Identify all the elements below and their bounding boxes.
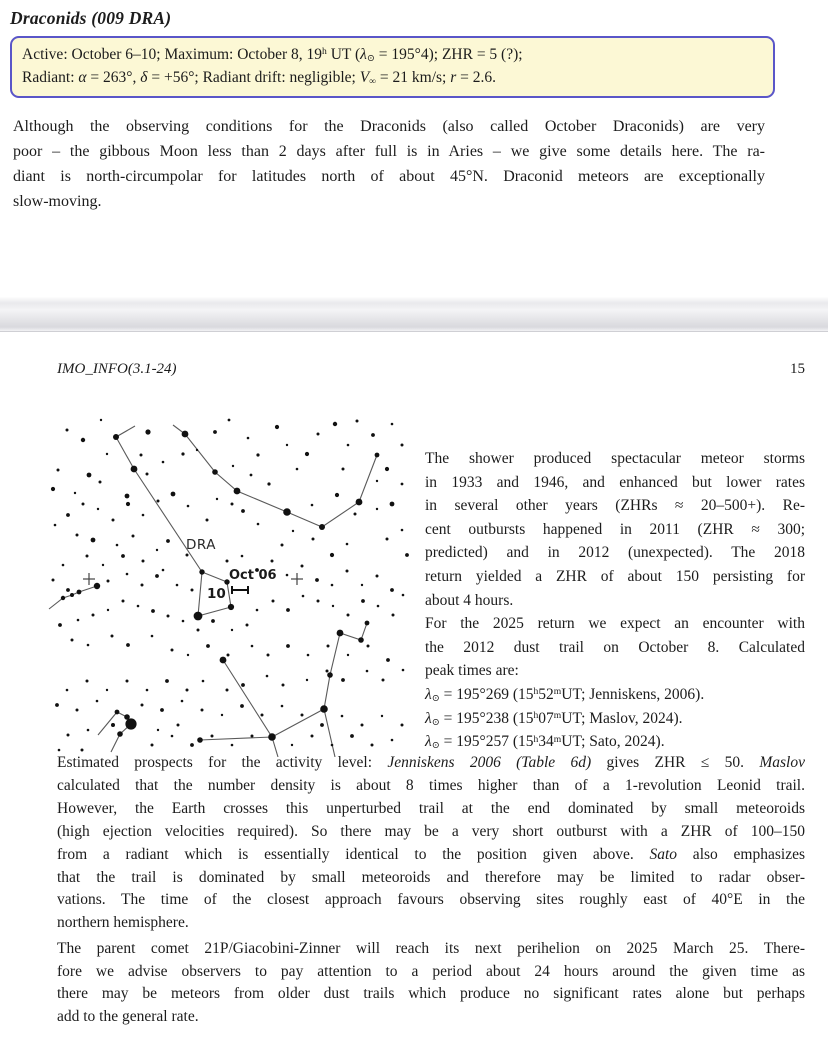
star [165, 679, 169, 683]
text-line: However, the Earth crosses this unperturbed trail at the end dominated by small meteoroids [57, 799, 805, 817]
star [187, 505, 190, 508]
star [112, 519, 115, 522]
star [366, 670, 369, 673]
star [126, 502, 130, 506]
star [376, 508, 378, 510]
star [132, 535, 135, 538]
star [171, 649, 174, 652]
star [361, 584, 363, 586]
star [146, 689, 149, 692]
star [326, 670, 329, 673]
star [166, 539, 170, 543]
star [141, 704, 144, 707]
star [86, 555, 89, 558]
star [137, 605, 140, 608]
star [347, 444, 350, 447]
text-line: from a radiant which is essentially identical to the position given above. Sato also emphasizes [57, 845, 805, 863]
constellation-line [49, 586, 97, 609]
star [286, 574, 289, 577]
position-cross [291, 573, 303, 585]
star [232, 465, 234, 467]
star [241, 509, 245, 513]
star [301, 714, 304, 717]
star [337, 630, 344, 637]
star [371, 744, 374, 747]
star [211, 735, 214, 738]
star [231, 629, 233, 631]
star [87, 729, 90, 732]
star [231, 744, 234, 747]
star [256, 453, 259, 456]
star [371, 433, 375, 437]
star [281, 705, 284, 708]
star [271, 560, 274, 563]
star [106, 453, 108, 455]
star [160, 708, 164, 712]
text-line: the 2012 dust trail on October 8. Calculated [425, 638, 805, 656]
star [385, 467, 389, 471]
star [333, 422, 337, 426]
star [116, 544, 119, 547]
star [107, 580, 110, 583]
star [107, 609, 109, 611]
star [390, 502, 395, 507]
star [361, 599, 365, 603]
star [341, 715, 344, 718]
star [228, 604, 234, 610]
star [356, 499, 363, 506]
star [241, 555, 244, 558]
text-line: add to the general rate. [57, 1007, 199, 1025]
star [401, 724, 404, 727]
star [319, 524, 325, 530]
constellation-line [200, 737, 272, 740]
text-line: The parent comet 21P/Giacobini-Zinner will reach its next perihelion on 2025 March 25. There- [57, 940, 805, 957]
star [171, 735, 174, 738]
star [231, 503, 234, 506]
star [67, 734, 70, 737]
star [390, 588, 394, 592]
star [58, 749, 61, 752]
star [386, 658, 390, 662]
star [125, 494, 130, 499]
star [176, 584, 179, 587]
star [306, 679, 308, 681]
star [246, 624, 249, 627]
star [402, 669, 405, 672]
star [307, 654, 310, 657]
star [375, 453, 380, 458]
star [346, 543, 349, 546]
star [122, 600, 125, 603]
star [347, 654, 349, 656]
text-line: predicted) and in 2012 (unexpected). The 2018 [425, 544, 805, 562]
text-line: in 1933 and 1946, and enhanced but lower rates [425, 473, 805, 491]
text-line: in several other years (ZHRs ≈ 20–500+). Re- [425, 497, 805, 515]
star [113, 434, 119, 440]
star [162, 569, 165, 572]
star [191, 589, 194, 592]
star [282, 684, 285, 687]
star [320, 723, 324, 727]
star [142, 514, 145, 517]
star [342, 468, 345, 471]
position-cross [83, 573, 95, 585]
star [206, 644, 210, 648]
star [391, 739, 394, 742]
running-header [57, 361, 805, 378]
intro-paragraph [13, 114, 765, 214]
star [361, 724, 364, 727]
star [391, 423, 394, 426]
star [296, 468, 299, 471]
star [335, 493, 339, 497]
star [76, 534, 79, 537]
star [311, 504, 314, 507]
star [57, 469, 60, 472]
text-line: that the trail is dominated by small meteoroids and therefore may be limited to radar obser- [57, 868, 805, 886]
star [292, 530, 294, 532]
star [327, 672, 333, 678]
star [194, 612, 203, 621]
star [220, 657, 227, 664]
star [376, 575, 379, 578]
star [125, 718, 136, 729]
star [96, 700, 99, 703]
text-line: $\lambda_⊙ = 195^\circ 238$ (15$^h$07$^m$UT; Maslov, 2024). [425, 709, 683, 728]
star [156, 549, 158, 551]
star [181, 700, 184, 703]
star [212, 469, 218, 475]
star [66, 513, 70, 517]
star [87, 473, 92, 478]
star [367, 645, 370, 648]
star [251, 645, 254, 648]
summary-line-radiant: Radiant: α = 263°, δ = +56°; Radiant drift: negligible; $V_\infty = 21$ km/s; r = 2.6. [22, 69, 497, 88]
star [197, 629, 200, 632]
star [228, 419, 231, 422]
running-header-title: IMO_INFO(3.1-24) [57, 361, 177, 377]
text-line: cent outbursts happened in 2011 (ZHR ≈ 300; [425, 520, 805, 538]
constellation-line [173, 425, 377, 527]
star [305, 452, 309, 456]
star [201, 709, 204, 712]
star [268, 733, 276, 741]
date-label-end: 10 [207, 586, 226, 602]
star [261, 714, 264, 717]
shower-summary-box [10, 36, 775, 98]
star [66, 429, 69, 432]
star-chart-svg [45, 412, 420, 757]
star [74, 492, 76, 494]
star [392, 614, 395, 617]
star [52, 579, 55, 582]
text-line: calculated that the number density is about 8 times higher than of a 1-revolution Leonid trail. [57, 776, 805, 794]
star [111, 723, 115, 727]
star [226, 560, 229, 563]
star [86, 680, 89, 683]
star [267, 482, 270, 485]
star [70, 593, 74, 597]
star [350, 734, 354, 738]
shower-title: Draconids (009 DRA) [10, 8, 172, 28]
star [162, 461, 165, 464]
star [341, 678, 345, 682]
star [401, 483, 404, 486]
star [177, 724, 180, 727]
star [234, 488, 241, 495]
star [126, 643, 130, 647]
star [227, 654, 230, 657]
star [181, 452, 184, 455]
star [155, 574, 159, 578]
star [92, 614, 95, 617]
star [401, 529, 404, 532]
star [187, 654, 189, 656]
star [331, 584, 334, 587]
star [182, 620, 185, 623]
star [157, 500, 160, 503]
text-line: $\lambda_⊙ = 195^\circ 257$ (15$^h$34$^m$UT; Sato, 2024). [425, 733, 665, 752]
star [97, 508, 99, 510]
star [186, 689, 189, 692]
star [94, 583, 100, 589]
star [346, 570, 349, 573]
star [302, 595, 305, 598]
star [267, 654, 270, 657]
star [401, 444, 404, 447]
radiant-drift-marker [232, 586, 248, 594]
star [145, 429, 150, 434]
date-label-start: Oct 06 [229, 568, 277, 583]
text-line: slow-moving. [13, 193, 102, 210]
star [221, 714, 223, 716]
text-line: Although the observing conditions for the Draconids (also called October Draconids) are very [13, 118, 765, 135]
star [66, 588, 70, 592]
constellation-line [324, 709, 335, 757]
text-line: vations. The time of the closest approach favours observing sites roughly east of 40°E in the [57, 891, 805, 909]
star [77, 619, 80, 622]
star [142, 560, 145, 563]
star [330, 553, 334, 557]
text-line: northern hemisphere. [57, 914, 189, 932]
star [171, 492, 176, 497]
star [405, 553, 409, 557]
text-line: there may be meteors from older dust trails which produce no significant rates alone but perhaps [57, 985, 805, 1002]
star [247, 437, 250, 440]
star [121, 554, 125, 558]
constellation-line [223, 623, 367, 737]
star [327, 645, 330, 648]
star [157, 729, 159, 731]
text-line: The shower produced spectacular meteor storms [425, 450, 805, 467]
star [257, 523, 260, 526]
text-line: diant is north-circumpolar for latitudes north of about 45°N. Draconid meteors are exceptionally [13, 168, 765, 185]
star [286, 444, 288, 446]
star [320, 705, 328, 713]
page-break-separator [0, 297, 828, 332]
text-line: $\lambda_⊙ = 195^\circ 269$ (15$^h$52$^m$UT; Jenniskens, 2006). [425, 685, 705, 705]
star [167, 615, 170, 618]
text-line: poor – the gibbous Moon less than 2 days after full is in Aries – we give some details here. The ra- [13, 143, 765, 160]
star [216, 498, 218, 500]
star [58, 623, 62, 627]
star [55, 703, 59, 707]
summary-line-active: Active: October 6–10; Maximum: October 8, 19$^h$ UT $(\lambda_⊙ = 195^\circ 4)$; ZHR = 5 (?); [22, 46, 523, 65]
star [251, 735, 254, 738]
star [202, 680, 205, 683]
text-line: peak times are: [425, 662, 519, 680]
star [250, 474, 253, 477]
star [100, 419, 102, 421]
star [240, 704, 244, 708]
star [102, 564, 104, 566]
star [317, 433, 320, 436]
star [82, 503, 85, 506]
star [281, 544, 284, 547]
star [66, 689, 69, 692]
constellation-label: DRA [186, 537, 216, 553]
star [197, 737, 203, 743]
star [190, 743, 194, 747]
star [402, 594, 405, 597]
star [301, 565, 304, 568]
star [77, 590, 82, 595]
star [62, 564, 65, 567]
star [131, 466, 138, 473]
star [206, 519, 209, 522]
star [386, 538, 389, 541]
star [117, 731, 123, 737]
star [182, 431, 189, 438]
star [199, 569, 204, 574]
star [347, 614, 350, 617]
star [91, 538, 96, 543]
star [81, 438, 85, 442]
star [283, 508, 291, 516]
text-line: return yielded a ZHR of about 150 persisting for [425, 567, 805, 585]
star [76, 709, 79, 712]
star [365, 621, 370, 626]
star [381, 715, 383, 717]
star [151, 635, 154, 638]
text-line: fore we advise observers to pay attention to a period about 24 hours around the given time as [57, 962, 805, 980]
page-number: 15 [790, 361, 805, 377]
star [354, 513, 357, 516]
star [146, 473, 149, 476]
star [226, 689, 229, 692]
text-line: For the 2025 return we expect an encounter with [425, 615, 805, 633]
star [87, 644, 90, 647]
star [358, 637, 364, 643]
star [241, 683, 245, 687]
star [291, 744, 293, 746]
star [317, 600, 320, 603]
star [356, 420, 359, 423]
star [315, 578, 319, 582]
star [151, 609, 155, 613]
star [286, 608, 290, 612]
star [211, 619, 215, 623]
star [71, 639, 74, 642]
star [286, 644, 290, 648]
star [186, 554, 189, 557]
radiant-star-chart [45, 412, 420, 757]
star [311, 735, 314, 738]
star [51, 487, 55, 491]
star [111, 635, 114, 638]
star [141, 584, 144, 587]
star [266, 675, 269, 678]
star [115, 710, 120, 715]
star [126, 573, 129, 576]
star [332, 605, 334, 607]
star [126, 680, 129, 683]
star [331, 744, 334, 747]
star [140, 454, 143, 457]
text-line: about 4 hours. [425, 591, 514, 609]
text-line: (high ejection velocities required). So there may be a very short outburst with a ZHR of 100–150 [57, 822, 805, 840]
text-line: Estimated prospects for the activity level: Jenniskens 2006 (Table 6d) gives ZHR ≤ 50. Maslov [57, 754, 805, 771]
star [213, 430, 217, 434]
star [151, 744, 154, 747]
star [99, 481, 102, 484]
parent-comet-paragraph [57, 938, 805, 1028]
star [272, 600, 275, 603]
star [376, 480, 378, 482]
star [54, 524, 57, 527]
star [377, 605, 380, 608]
star [256, 609, 259, 612]
shower-description-column [425, 447, 805, 754]
prospects-paragraph [57, 752, 805, 935]
star [312, 538, 315, 541]
star [61, 596, 65, 600]
star [382, 679, 385, 682]
star [275, 425, 279, 429]
star [106, 689, 108, 691]
star [196, 449, 198, 451]
